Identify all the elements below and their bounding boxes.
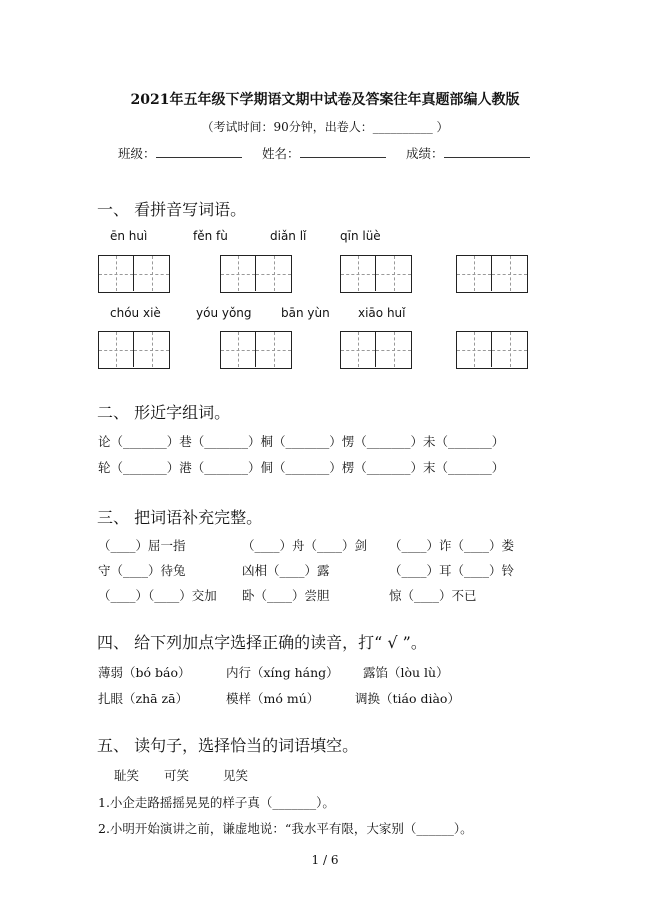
word-group-row[interactable]: 轮（_______）港（_______）侗（_______）楞（_______）末（_______） [98, 460, 505, 475]
word-option: 可笑 [164, 768, 190, 783]
exam-subtitle: （考试时间：90分钟，出卷人：__________ ） [201, 120, 449, 134]
pinyin-label: xiāo huǐ [358, 306, 406, 320]
writing-grid[interactable] [98, 255, 170, 293]
pronunciation-item[interactable]: 露馅（lòu lù） [363, 665, 449, 680]
pinyin-label: diǎn lǐ [270, 229, 307, 243]
pronunciation-item[interactable]: 扎眼（zhā zā） [98, 691, 189, 706]
page-title: 2021年五年级下学期语文期中试卷及答案往年真题部编人教版 [130, 92, 520, 108]
name-field[interactable] [262, 144, 386, 162]
pinyin-label: yóu yǒng [196, 306, 252, 320]
fill-sentence[interactable]: 2.小明开始演讲之前，谦虚地说：“我水平有限，大家别（______）。 [98, 821, 473, 836]
name-label: 姓名： [262, 146, 300, 161]
section2-heading: 二、 形近字组词。 [97, 403, 231, 422]
idiom-item[interactable]: 卧（____）尝胆 [242, 588, 330, 603]
word-option: 见笑 [223, 768, 249, 783]
idiom-item[interactable]: （____）耳（____）铃 [389, 563, 515, 578]
name-blank[interactable] [300, 145, 386, 158]
pinyin-label: bān yùn [281, 306, 330, 320]
pronunciation-item[interactable]: 调换（tiáo diào） [355, 691, 460, 706]
class-field[interactable] [118, 144, 242, 162]
page-number: 1 / 6 [311, 853, 339, 867]
idiom-item[interactable]: 惊（____）不已 [389, 588, 477, 603]
writing-grid[interactable] [220, 255, 292, 293]
class-label: 班级： [118, 146, 156, 161]
writing-grid[interactable] [456, 255, 528, 293]
pronunciation-item[interactable]: 薄弱（bó báo） [98, 665, 191, 680]
pronunciation-item[interactable]: 内行（xíng háng） [226, 665, 339, 680]
idiom-item[interactable]: （____）屈一指 [98, 538, 186, 553]
score-label: 成绩： [406, 146, 444, 161]
writing-grid[interactable] [220, 331, 292, 369]
fill-sentence[interactable]: 1.小企走路摇摇晃晃的样子真（_______）。 [98, 795, 335, 810]
pinyin-label: ēn huì [110, 229, 148, 243]
score-blank[interactable] [444, 145, 530, 158]
section3-heading: 三、 把词语补充完整。 [97, 508, 263, 527]
idiom-item[interactable]: （____）舟（____）剑 [242, 538, 368, 553]
idiom-item[interactable]: 凶相（____）露 [242, 563, 330, 578]
writing-grid[interactable] [340, 255, 412, 293]
section1-heading: 一、 看拼音写词语。 [97, 200, 247, 219]
score-field[interactable] [406, 144, 530, 162]
word-group-row[interactable]: 论（_______）巷（_______）桐（_______）愣（_______）未（_______） [98, 434, 505, 449]
writing-grid[interactable] [340, 331, 412, 369]
pinyin-label: qīn lüè [340, 229, 381, 243]
writing-grid[interactable] [456, 331, 528, 369]
pinyin-label: fěn fù [193, 229, 228, 243]
class-blank[interactable] [156, 145, 242, 158]
section5-heading: 五、 读句子，选择恰当的词语填空。 [97, 736, 359, 755]
section4-heading: 四、 给下列加点字选择正确的读音，打“ √ ”。 [97, 633, 427, 652]
pinyin-label: chóu xiè [110, 306, 161, 320]
word-option: 耻笑 [114, 768, 140, 783]
idiom-item[interactable]: （____）（____）交加 [98, 588, 217, 603]
idiom-item[interactable]: 守（____）待兔 [98, 563, 186, 578]
writing-grid[interactable] [98, 331, 170, 369]
pronunciation-item[interactable]: 模样（mó mú） [226, 691, 320, 706]
idiom-item[interactable]: （____）诈（____）娄 [389, 538, 515, 553]
